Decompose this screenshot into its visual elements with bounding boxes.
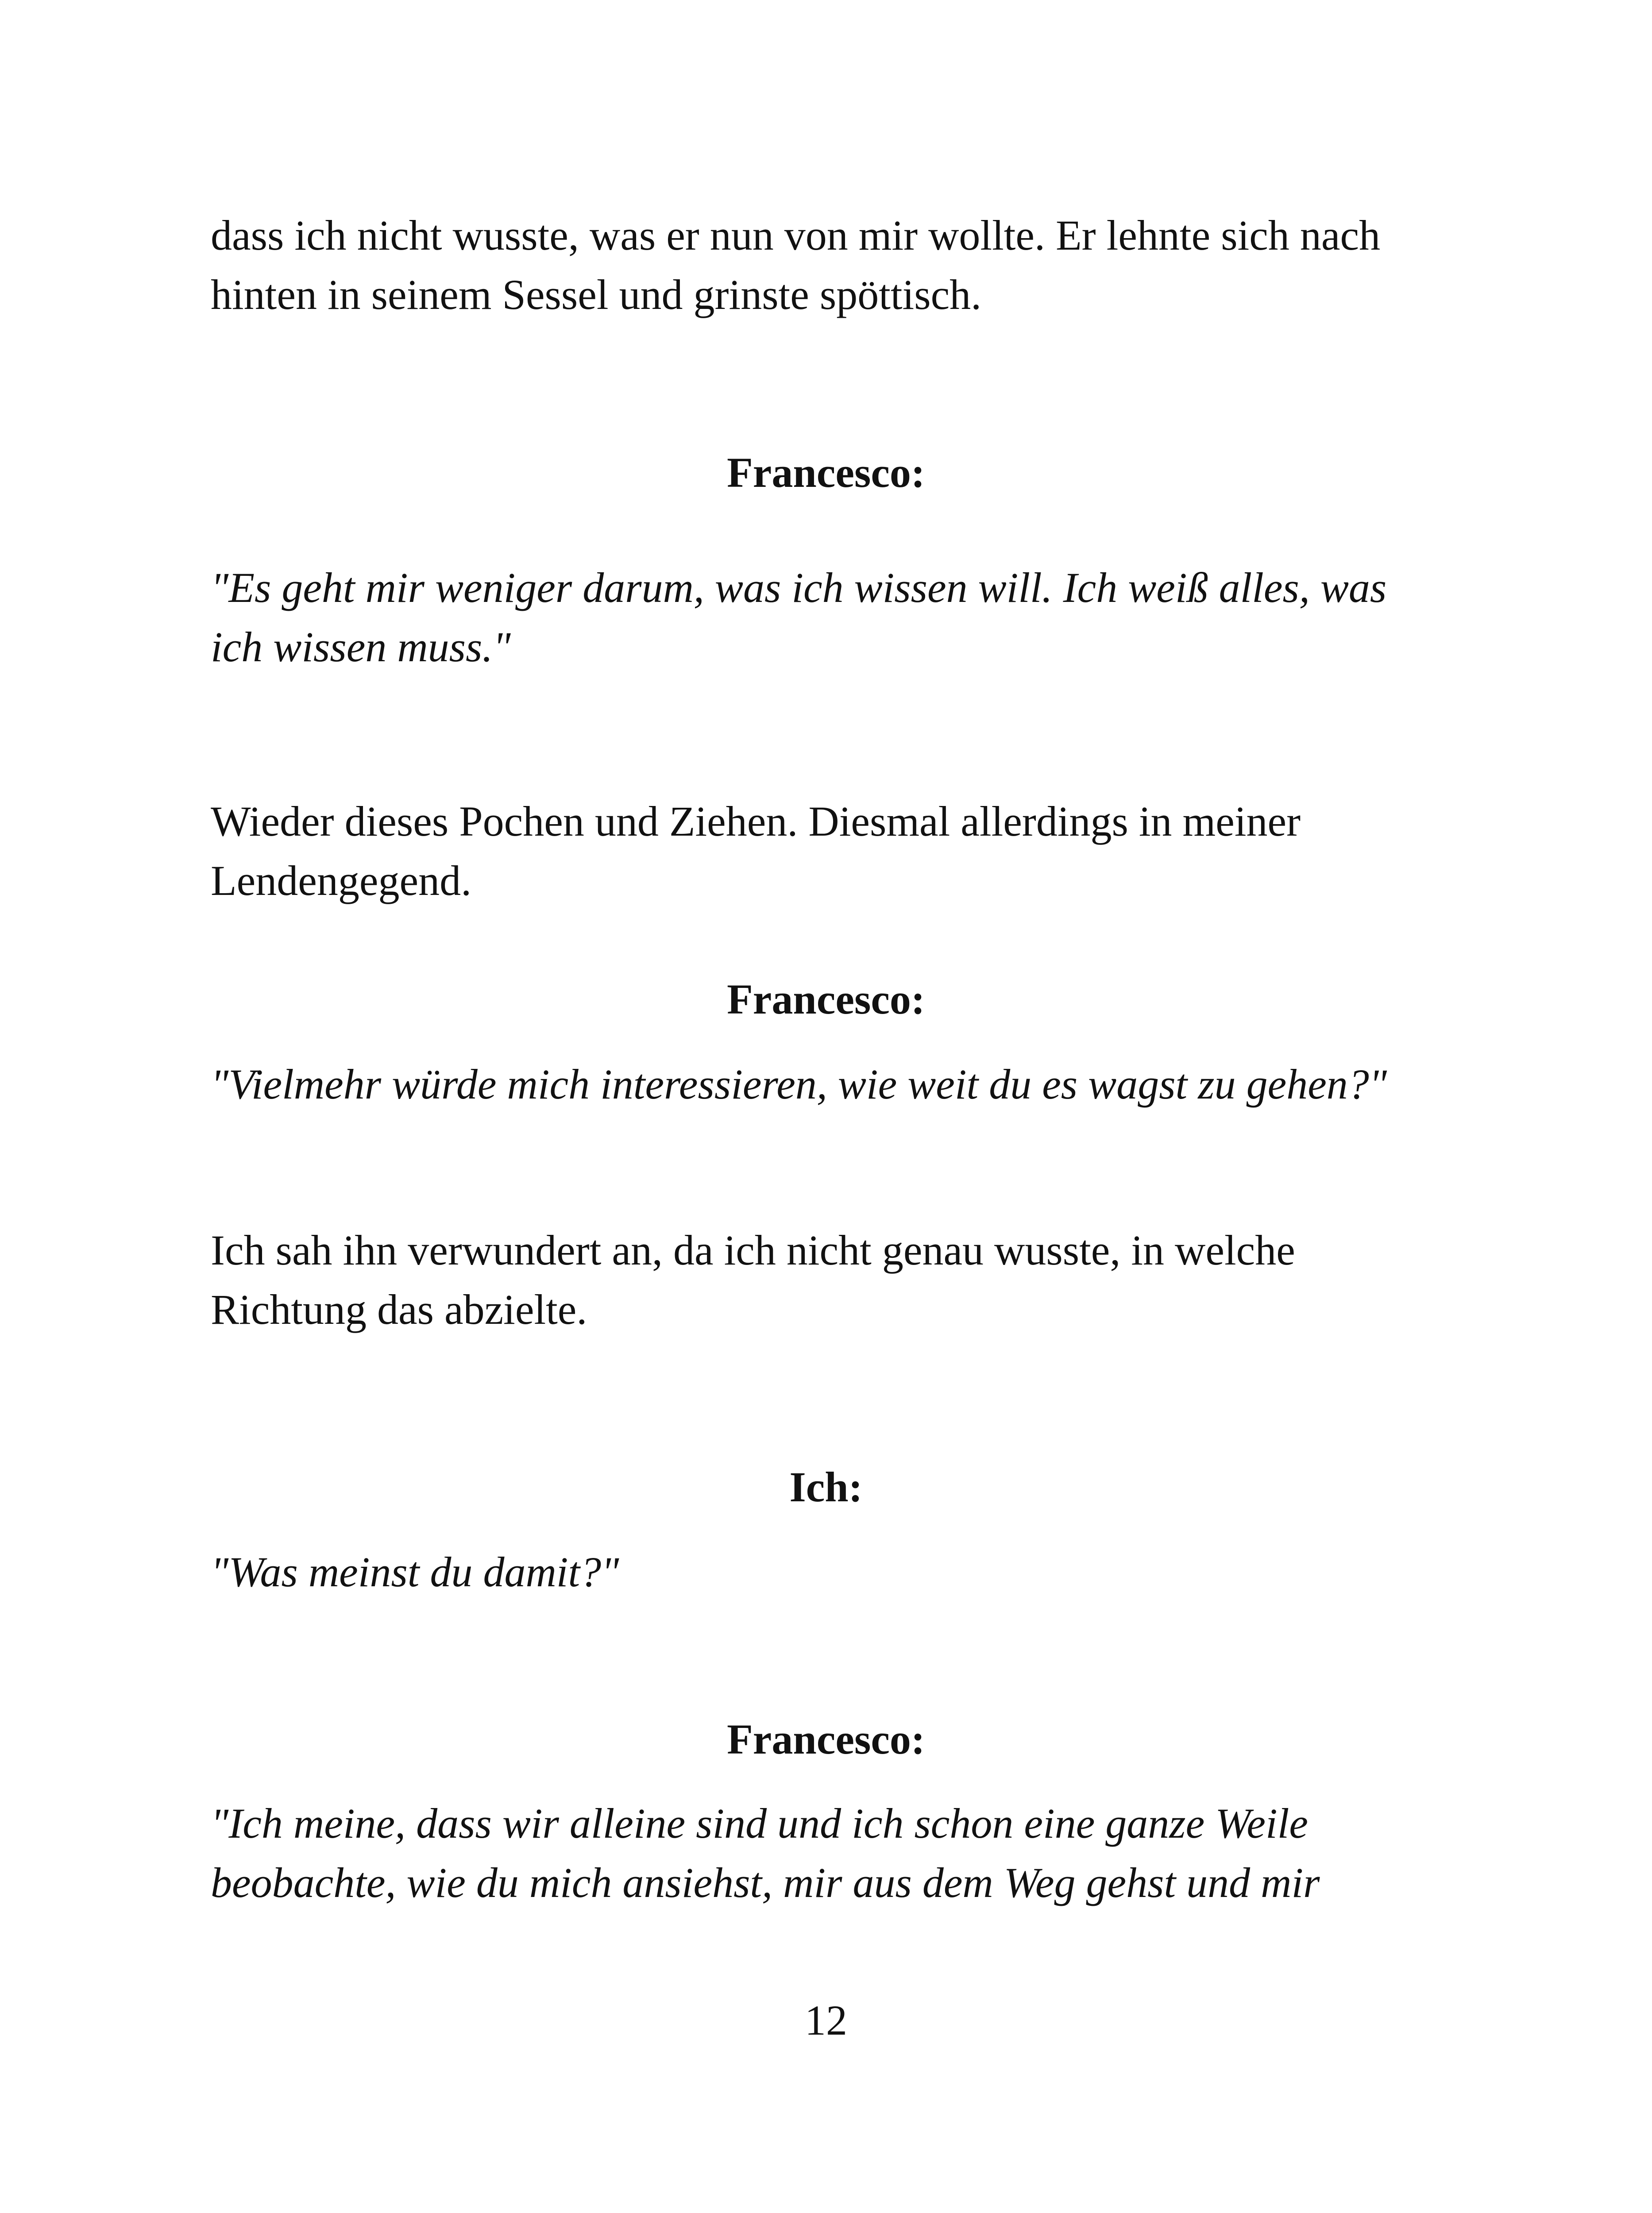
- text-line: Wieder dieses Pochen und Ziehen. Diesmal allerdings in meiner: [211, 798, 1301, 845]
- text-line: Richtung das abzielte.: [211, 1286, 587, 1333]
- text-line: ich wissen muss.": [211, 623, 511, 671]
- dialogue-paragraph: [211, 1542, 1455, 1602]
- narration-paragraph: [211, 792, 1455, 910]
- text-line: "Es geht mir weniger darum, was ich wissen will. Ich weiß alles, was: [211, 564, 1387, 611]
- text-line: hinten in seinem Sessel und grinste spöttisch.: [211, 271, 982, 318]
- text-line: dass ich nicht wusste, was er nun von mir wollte. Er lehnte sich nach: [211, 212, 1381, 259]
- page-number: 12: [805, 1997, 847, 2044]
- narration-paragraph: [211, 1221, 1455, 1339]
- text-line: beobachte, wie du mich ansiehst, mir aus dem Weg gehst und mir: [211, 1859, 1320, 1906]
- text-line: "Was meinst du damit?": [211, 1548, 619, 1596]
- speaker-label: Francesco:: [727, 975, 925, 1023]
- text-line: Ich sah ihn verwundert an, da ich nicht genau wusste, in welche: [211, 1226, 1295, 1274]
- text-line: "Vielmehr würde mich interessieren, wie weit du es wagst zu gehen?": [211, 1060, 1387, 1108]
- narration-paragraph: [211, 206, 1455, 324]
- dialogue-paragraph: [211, 1055, 1455, 1114]
- speaker-label: Francesco:: [727, 449, 925, 496]
- dialogue-paragraph: [211, 558, 1455, 677]
- speaker-label: Francesco:: [727, 1716, 925, 1763]
- dialogue-paragraph: [211, 1794, 1455, 1912]
- speaker-label: Ich:: [789, 1463, 863, 1511]
- text-line: "Ich meine, dass wir alleine sind und ich schon eine ganze Weile: [211, 1800, 1308, 1847]
- text-line: Lendengegend.: [211, 857, 472, 904]
